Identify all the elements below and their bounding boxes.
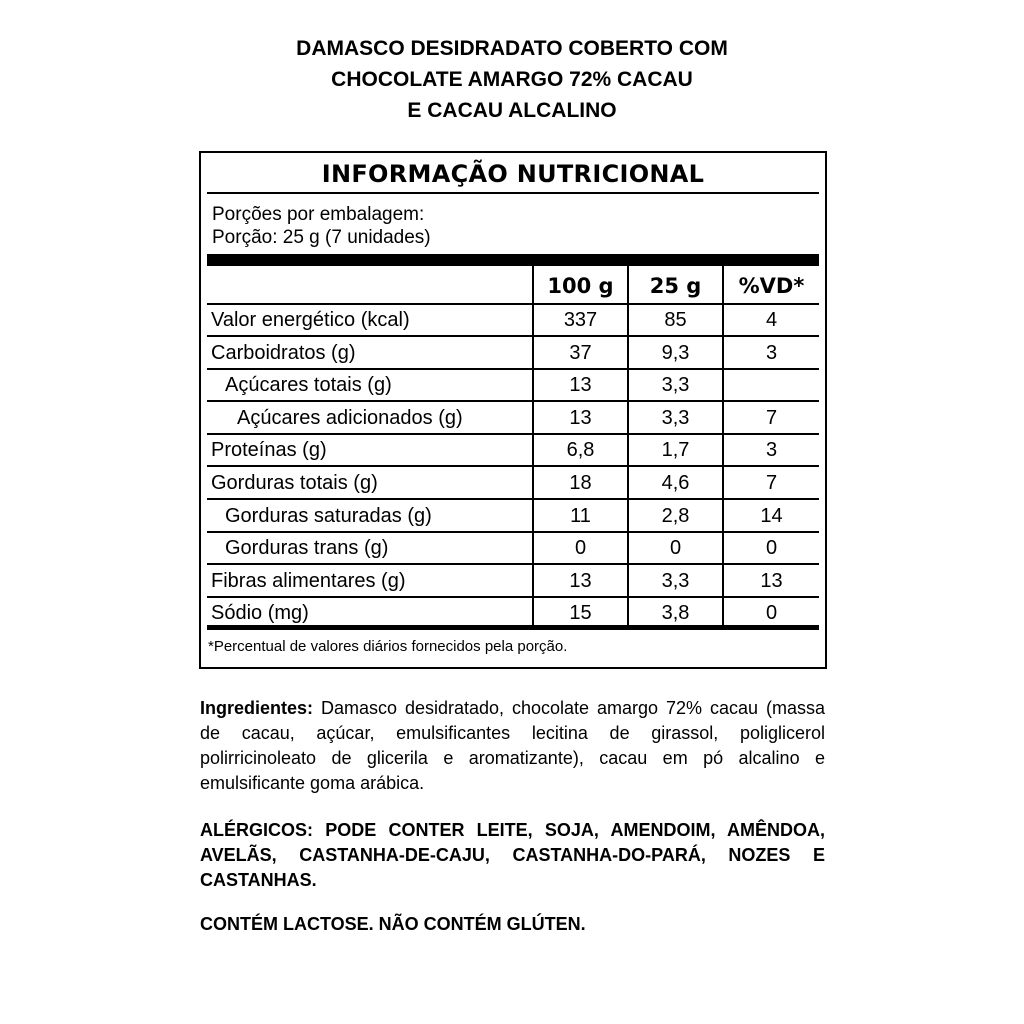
nutrition-row xyxy=(201,434,825,466)
nutrition-row xyxy=(201,304,825,336)
value-daily-percent: 13 xyxy=(760,569,783,592)
value-per-25g: 3,8 xyxy=(661,602,690,625)
nutrition-row xyxy=(201,337,825,369)
nutrient-label: Açúcares totais (g) xyxy=(225,374,392,397)
product-title-line-1: DAMASCO DESIDRADATO COBERTO COM xyxy=(296,37,728,60)
value-per-25g: 3,3 xyxy=(661,569,690,592)
ingredients-label: Ingredientes: xyxy=(200,698,314,718)
nutrient-label: Valor energético (kcal) xyxy=(211,309,410,331)
nutrition-header: INFORMAÇÃO NUTRICIONAL xyxy=(321,160,705,188)
serving-size: Porção: 25 g (7 unidades) xyxy=(212,227,431,248)
serving-divider xyxy=(207,254,819,266)
ingredients-paragraph xyxy=(200,696,825,796)
value-per-100g: 18 xyxy=(569,472,592,494)
nutrition-row xyxy=(201,532,825,564)
ingredients-text: Damasco desidratado, chocolate amargo 72% cacau (massa de cacau, açúcar, emulsificantes lecitina de girassol, poliglicerol polirricinoleato de glicerila e aromatizante), cacau em pó alcalino e emulsificante goma arábica. xyxy=(200,698,825,793)
value-per-100g: 13 xyxy=(569,569,592,592)
value-per-100g: 6,8 xyxy=(566,439,595,462)
value-daily-percent xyxy=(724,369,819,401)
value-per-25g: 85 xyxy=(664,309,687,331)
nutrition-row xyxy=(201,500,825,532)
value-daily-percent: 7 xyxy=(765,472,778,494)
value-daily-percent: 3 xyxy=(765,439,778,462)
allergens-warning: ALÉRGICOS: PODE CONTER LEITE, SOJA, AMENDOIM, AMÊNDOA, AVELÃS, CASTANHA-DE-CAJU, CASTANHA-DO-PARÁ, NOZES E CASTANHAS. xyxy=(200,820,825,890)
value-per-25g: 0 xyxy=(669,537,682,560)
product-title-line-2: CHOCOLATE AMARGO 72% CACAU xyxy=(331,68,693,91)
value-per-25g: 3,3 xyxy=(661,406,690,429)
value-per-25g: 4,6 xyxy=(661,472,690,494)
product-title xyxy=(0,33,1024,126)
value-per-25g: 1,7 xyxy=(661,439,690,462)
value-daily-percent: 0 xyxy=(765,602,778,625)
column-header-25g: 25 g xyxy=(649,274,702,298)
column-headers xyxy=(201,268,825,304)
value-daily-percent: 3 xyxy=(765,341,778,364)
nutrient-label: Gorduras totais (g) xyxy=(211,472,378,494)
nutrient-label: Açúcares adicionados (g) xyxy=(237,406,463,429)
value-per-100g: 0 xyxy=(574,537,587,560)
value-per-25g: 2,8 xyxy=(661,504,690,527)
value-per-100g: 11 xyxy=(570,504,591,527)
nutrition-facts-table xyxy=(199,151,827,669)
nutrition-row xyxy=(201,369,825,401)
value-per-100g: 337 xyxy=(563,309,598,331)
value-per-100g: 15 xyxy=(569,602,592,625)
value-daily-percent: 0 xyxy=(765,537,778,560)
value-per-100g: 37 xyxy=(569,341,592,364)
nutrition-row xyxy=(201,467,825,499)
column-header-vd: %VD* xyxy=(738,274,805,298)
nutrient-label: Proteínas (g) xyxy=(211,439,327,462)
column-header-100g: 100 g xyxy=(547,274,614,298)
nutrient-label: Sódio (mg) xyxy=(211,602,309,625)
value-daily-percent: 7 xyxy=(765,406,778,429)
value-per-25g: 3,3 xyxy=(661,374,690,397)
nutrient-label: Gorduras saturadas (g) xyxy=(225,504,432,527)
nutrient-label: Gorduras trans (g) xyxy=(225,537,389,560)
value-daily-percent: 4 xyxy=(765,309,778,331)
serving-info xyxy=(212,203,431,249)
nutrient-label: Fibras alimentares (g) xyxy=(211,569,406,592)
header-divider xyxy=(207,192,819,194)
value-daily-percent: 14 xyxy=(760,504,783,527)
value-per-25g: 9,3 xyxy=(661,341,690,364)
product-title-line-3: E CACAU ALCALINO xyxy=(407,99,617,122)
value-per-100g: 13 xyxy=(569,406,592,429)
footnote: *Percentual de valores diários fornecidos pela porção. xyxy=(208,638,568,655)
servings-per-package: Porções por embalagem: xyxy=(212,204,425,225)
nutrient-label: Carboidratos (g) xyxy=(211,341,356,364)
nutrition-row xyxy=(201,402,825,434)
lactose-gluten-statement: CONTÉM LACTOSE. NÃO CONTÉM GLÚTEN. xyxy=(200,914,586,934)
footnote-divider xyxy=(207,625,819,630)
nutrition-row xyxy=(201,565,825,597)
value-per-100g: 13 xyxy=(569,374,592,397)
